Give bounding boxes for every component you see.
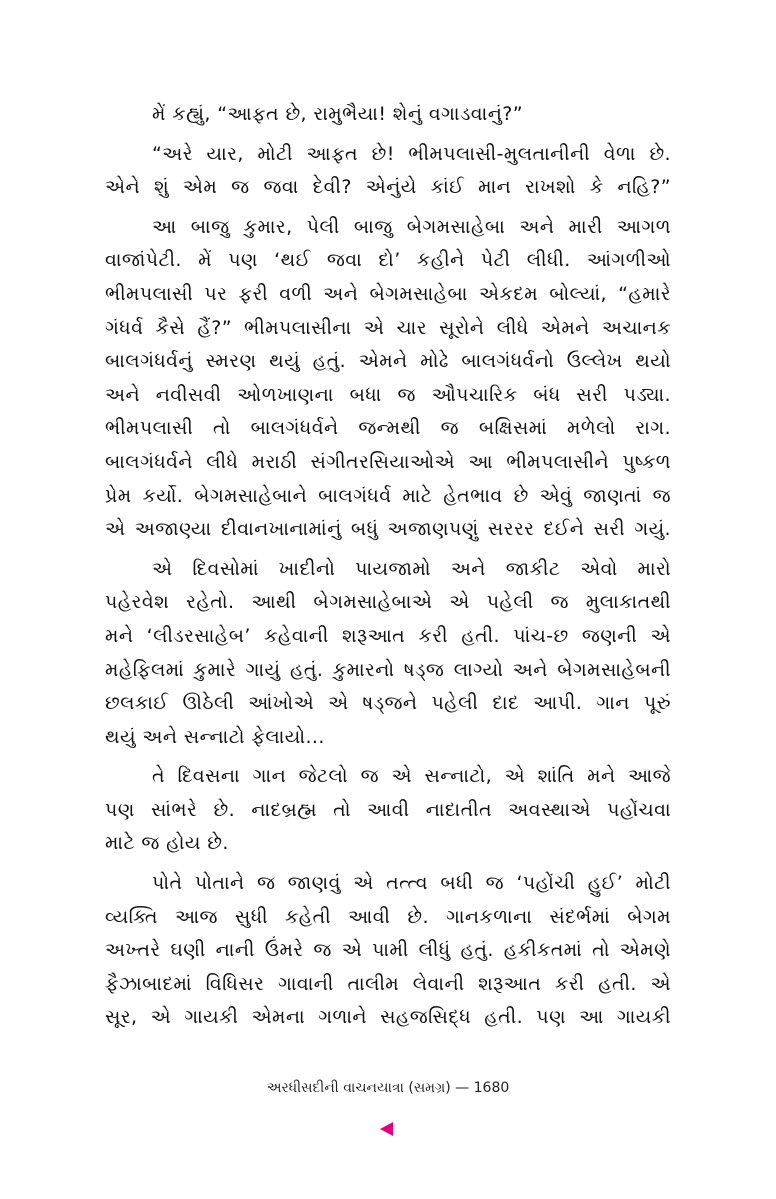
text-line: ભીમપલાસી પર ફરી વળી અને બેગમસાહેબા એકદમ બોલ્યાં, “હમારે	[105, 282, 671, 305]
paragraph	[105, 760, 671, 861]
text-line: અખ્તરે ઘણી નાની ઉંમરે જ એ પામી લીધું હતું. હકીકતમાં તો એમણે	[105, 939, 671, 962]
text-line: પ્રેમ કર્યો. બેગમસાહેબાને બાલગંધર્વ માટે હેતભાવ છે એવું જાણતાં જ	[105, 484, 671, 507]
text-line: મહેફિલમાં કુમારે ગાયું હતું. કુમારનો ષડ્જ લાગ્યો અને બેગમસાહેબની	[105, 658, 671, 681]
previous-page-arrow-icon[interactable]	[380, 1122, 393, 1136]
text-line: બાલગંધર્વનું સ્મરણ થયું હતું. એમને મોઢે બાલગંધર્વનો ઉલ્લેખ થયો	[105, 350, 671, 373]
text-line: પહેરવેશ રહેતો. આથી બેગમસાહેબાએ એ પહેલી જ મુલાકાતથી	[105, 591, 671, 614]
text-line: એ દિવસોમાં ખાદીનો પાયજામો અને જાકીટ એવો મારો	[152, 557, 671, 580]
text-line: વાજાંપેટી. મેં પણ ‘થઈ જવા દો’ કહીને પેટી લીધી. આંગળીઓ	[105, 249, 671, 272]
text-line: મેં કહ્યું, “આફત છે, રામુભૈયા! શેનું વગાડવાનું?”	[152, 103, 523, 125]
text-line: થયું અને સન્નાટો ફેલાયો...	[105, 725, 325, 748]
text-line: ગંધર્વ કૈસે હૈં?” ભીમપલાસીના એ ચાર સૂરોને લીધે એમને અચાનક	[105, 316, 671, 339]
paragraph	[105, 867, 671, 1035]
text-line: તે દિવસના ગાન જેટલો જ એ સન્નાટો, એ શાંતિ મને આજે	[152, 765, 671, 788]
text-line: પણ સાંભરે છે. નાદબ્રહ્મ તો આવી નાદાતીત અવસ્થાએ પહોંચવા	[105, 798, 671, 821]
paragraph	[105, 138, 671, 205]
text-line: બાલગંધર્વને લીધે મરાઠી સંગીતરસિયાઓએ આ ભીમપલાસીને પુષ્કળ	[105, 450, 671, 473]
page-footer: અરધીસદીની વાચનયાત્રા (સમગ્ર) — 1680	[266, 1080, 510, 1096]
text-line: ભીમપલાસી તો બાલગંધર્વને જન્મથી જ બક્ષિસમાં મળેલો રાગ.	[105, 417, 671, 440]
paragraph	[105, 211, 671, 547]
text-line: મને ‘લીડરસાહેબ’ કહેવાની શરૂઆત કરી હતી. પાંચ-છ જણની એ	[105, 624, 671, 647]
paragraph	[105, 553, 671, 755]
text-line: માટે જ હોય છે.	[105, 832, 229, 855]
text-line: છલકાઈ ઊઠેલી આંખોએ એ ષડ્જને પહેલી દાદ આપી. ગાન પૂરું	[105, 692, 671, 715]
body-text	[105, 98, 671, 1041]
text-line: એને શું એમ જ જવા દેવી? એનુંયે કાંઈ માન રાખશો કે નહિ?”	[105, 176, 671, 199]
text-line: “અરે યાર, મોટી આફત છે! ભીમપલાસી-મુલતાનીની વેળા છે.	[152, 142, 671, 165]
text-line: એ અજાણ્યા દીવાનખાનામાંનું બધું અજાણપણું સરરર દઈને સરી ગયું.	[105, 518, 671, 541]
text-line: અને નવીસવી ઓળખાણના બધા જ ઔપચારિક બંધ સરી પડ્યા.	[105, 383, 671, 406]
text-line: ફૈઝાબાદમાં વિધિસર ગાવાની તાલીમ લેવાની શરૂઆત કરી હતી. એ	[105, 972, 671, 995]
text-line: પોતે પોતાને જ જાણવું એ તત્ત્વ બધી જ ‘પહોંચી હુઈ’ મોટી	[152, 872, 671, 895]
paragraph	[105, 98, 671, 132]
text-line: સૂર, એ ગાયકી એમના ગળાને સહજસિદ્ધ હતી. પણ આ ગાયકી	[105, 1006, 671, 1029]
text-line: આ બાજુ કુમાર, પેલી બાજુ બેગમસાહેબા અને મારી આગળ	[152, 215, 671, 238]
text-line: વ્યક્તિ આજ સુધી કહેતી આવી છે. ગાનકળાના સંદર્ભમાં બેગમ	[105, 905, 671, 928]
